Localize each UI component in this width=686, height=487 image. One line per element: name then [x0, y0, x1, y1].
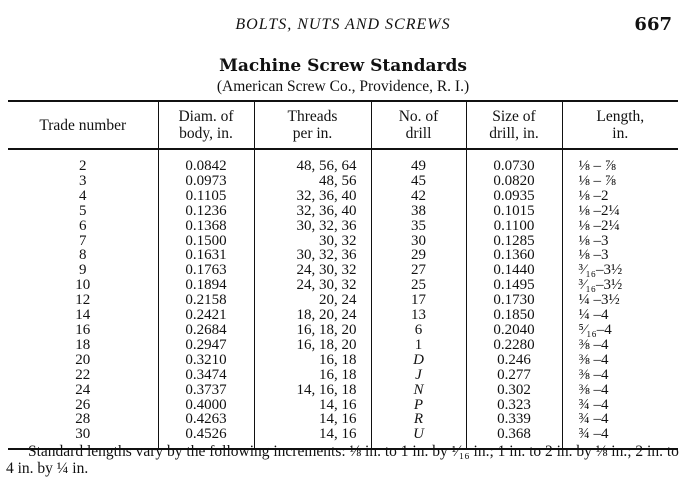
threads-cell: 16, 18 — [254, 353, 371, 368]
length-cell: ¾ –4 — [562, 398, 678, 413]
threads-cell: 48, 56 — [254, 174, 371, 189]
length-cell: ⅛ – ⅞ — [562, 149, 678, 174]
drill-size-cell: 0.1100 — [466, 219, 562, 234]
length-cell: ¼ –3½ — [562, 293, 678, 308]
diameter-cell: 0.4526 — [158, 427, 254, 449]
length-cell: ⅜ –4 — [562, 383, 678, 398]
length-cell: ¾ –4 — [562, 427, 678, 449]
length-cell: ³⁄₁₆–3½ — [562, 263, 678, 278]
diameter-cell: 0.1631 — [158, 248, 254, 263]
page-subtitle: (American Screw Co., Providence, R. I.) — [216, 78, 470, 95]
threads-cell: 20, 24 — [254, 293, 371, 308]
running-head — [0, 14, 686, 38]
drill-number-cell: 45 — [371, 174, 466, 189]
table-row — [8, 383, 678, 398]
length-cell: ⅛ – ⅞ — [562, 174, 678, 189]
diameter-cell: 0.0842 — [158, 149, 254, 174]
threads-cell: 14, 16 — [254, 398, 371, 413]
threads-cell: 14, 16, 18 — [254, 383, 371, 398]
trade-number-cell: 16 — [75, 321, 91, 338]
trade-number-cell: 20 — [75, 351, 91, 368]
table-row — [8, 234, 678, 249]
diameter-cell: 0.1105 — [158, 189, 254, 204]
diameter-cell: 0.4263 — [158, 412, 254, 427]
threads-cell: 30, 32 — [254, 234, 371, 249]
diameter-cell: 0.0973 — [158, 174, 254, 189]
trade-number-cell: 2 — [79, 158, 87, 174]
trade-number-cell: 6 — [79, 217, 87, 234]
diameter-cell: 0.4000 — [158, 398, 254, 413]
trade-number-cell: 7 — [79, 232, 87, 249]
header-trade-number: Trade number — [8, 101, 158, 149]
threads-cell: 14, 16 — [254, 412, 371, 427]
trade-number-cell: 4 — [79, 187, 87, 204]
drill-size-cell: 0.339 — [466, 412, 562, 427]
drill-size-cell: 0.1360 — [466, 248, 562, 263]
table-row — [8, 189, 678, 204]
length-cell: ⅛ –3 — [562, 248, 678, 263]
trade-number-cell: 9 — [79, 262, 87, 279]
table-row — [8, 174, 678, 189]
trade-number-cell: 12 — [75, 292, 91, 309]
page-number: 667 — [634, 14, 672, 35]
trade-number-cell: 24 — [75, 381, 91, 398]
threads-cell: 24, 30, 32 — [254, 278, 371, 293]
drill-number-cell: J — [371, 368, 466, 383]
table-header-row — [8, 101, 678, 149]
drill-number-cell: D — [371, 353, 466, 368]
diameter-cell: 0.2947 — [158, 338, 254, 353]
table-row — [8, 308, 678, 323]
drill-size-cell: 0.1495 — [466, 278, 562, 293]
diameter-cell: 0.1236 — [158, 204, 254, 219]
drill-size-cell: 0.1440 — [466, 263, 562, 278]
diameter-cell: 0.3210 — [158, 353, 254, 368]
header-diameter: Diam. of body, in. — [158, 101, 254, 149]
length-cell: ⁵⁄₁₆–4 — [562, 323, 678, 338]
drill-size-cell: 0.323 — [466, 398, 562, 413]
table-row — [8, 353, 678, 368]
drill-number-cell: R — [371, 412, 466, 427]
drill-size-cell: 0.0730 — [466, 149, 562, 174]
table-row — [8, 278, 678, 293]
diameter-cell: 0.1500 — [158, 234, 254, 249]
length-cell: ⅛ –2¼ — [562, 204, 678, 219]
header-length: Length, in. — [562, 101, 678, 149]
drill-number-cell: 6 — [371, 323, 466, 338]
threads-cell: 16, 18 — [254, 368, 371, 383]
drill-size-cell: 0.277 — [466, 368, 562, 383]
drill-size-cell: 0.1850 — [466, 308, 562, 323]
trade-number-cell: 26 — [75, 396, 91, 413]
drill-number-cell: 49 — [371, 149, 466, 174]
drill-number-cell: P — [371, 398, 466, 413]
diameter-cell: 0.2158 — [158, 293, 254, 308]
length-cell: ⅛ –3 — [562, 234, 678, 249]
drill-size-cell: 0.302 — [466, 383, 562, 398]
threads-cell: 24, 30, 32 — [254, 263, 371, 278]
length-cell: ⅛ –2¼ — [562, 219, 678, 234]
length-cell: ¼ –4 — [562, 308, 678, 323]
length-cell: ⅜ –4 — [562, 353, 678, 368]
header-drill-size: Size of drill, in. — [466, 101, 562, 149]
trade-number-cell: 14 — [75, 307, 91, 324]
table-row — [8, 338, 678, 353]
drill-number-cell: 35 — [371, 219, 466, 234]
drill-size-cell: 0.246 — [466, 353, 562, 368]
header-drill-number: No. of drill — [371, 101, 466, 149]
drill-number-cell: 17 — [371, 293, 466, 308]
threads-cell: 32, 36, 40 — [254, 189, 371, 204]
diameter-cell: 0.1894 — [158, 278, 254, 293]
table-row — [8, 248, 678, 263]
header-threads: Threads per in. — [254, 101, 371, 149]
threads-cell: 30, 32, 36 — [254, 219, 371, 234]
trade-number-cell: 10 — [75, 277, 91, 294]
table-row — [8, 263, 678, 278]
drill-size-cell: 0.2040 — [466, 323, 562, 338]
drill-number-cell: 13 — [371, 308, 466, 323]
table-row — [8, 398, 678, 413]
diameter-cell: 0.2684 — [158, 323, 254, 338]
threads-cell: 32, 36, 40 — [254, 204, 371, 219]
footnote: Standard lengths vary by the following increments: ⅛ in. to 1 in. by ¹⁄₁₆ in.; 1 in. to 2 in. by ⅛ in.; 2 in. to 4 in. by ¼ in. — [6, 443, 679, 477]
drill-size-cell: 0.0820 — [466, 174, 562, 189]
length-cell: ¾ –4 — [562, 412, 678, 427]
table-body — [8, 149, 678, 449]
machine-screw-table — [8, 100, 678, 450]
drill-number-cell: 29 — [371, 248, 466, 263]
table-row — [8, 368, 678, 383]
length-cell: ⅜ –4 — [562, 368, 678, 383]
drill-number-cell: 25 — [371, 278, 466, 293]
drill-size-cell: 0.1285 — [466, 234, 562, 249]
drill-size-cell: 0.0935 — [466, 189, 562, 204]
drill-size-cell: 0.1015 — [466, 204, 562, 219]
threads-cell: 14, 16 — [254, 427, 371, 449]
drill-number-cell: 27 — [371, 263, 466, 278]
trade-number-cell: 3 — [79, 172, 87, 189]
table-row — [8, 149, 678, 174]
page-title: Machine Screw Standards — [219, 56, 467, 76]
drill-size-cell: 0.368 — [466, 427, 562, 449]
length-cell: ³⁄₁₆–3½ — [562, 278, 678, 293]
drill-size-cell: 0.2280 — [466, 338, 562, 353]
threads-cell: 16, 18, 20 — [254, 338, 371, 353]
running-title: BOLTS, NUTS AND SCREWS — [235, 16, 451, 33]
drill-size-cell: 0.1730 — [466, 293, 562, 308]
threads-cell: 16, 18, 20 — [254, 323, 371, 338]
threads-cell: 18, 20, 24 — [254, 308, 371, 323]
length-cell: ⅛ –2 — [562, 189, 678, 204]
threads-cell: 30, 32, 36 — [254, 248, 371, 263]
diameter-cell: 0.1763 — [158, 263, 254, 278]
drill-number-cell: U — [371, 427, 466, 449]
table-row — [8, 293, 678, 308]
trade-number-cell: 8 — [79, 247, 87, 264]
table-row — [8, 219, 678, 234]
diameter-cell: 0.3737 — [158, 383, 254, 398]
trade-number-cell: 30 — [8, 427, 158, 449]
drill-number-cell: N — [371, 383, 466, 398]
table-row — [8, 323, 678, 338]
trade-number-cell: 28 — [75, 411, 91, 428]
table-row — [8, 412, 678, 427]
trade-number-cell: 22 — [75, 366, 91, 383]
length-cell: ⅜ –4 — [562, 338, 678, 353]
diameter-cell: 0.1368 — [158, 219, 254, 234]
drill-number-cell: 30 — [371, 234, 466, 249]
diameter-cell: 0.2421 — [158, 308, 254, 323]
drill-number-cell: 1 — [371, 338, 466, 353]
trade-number-cell: 5 — [79, 202, 87, 219]
threads-cell: 48, 56, 64 — [254, 149, 371, 174]
drill-number-cell: 38 — [371, 204, 466, 219]
diameter-cell: 0.3474 — [158, 368, 254, 383]
table-row — [8, 204, 678, 219]
trade-number-cell: 18 — [75, 336, 91, 353]
drill-number-cell: 42 — [371, 189, 466, 204]
